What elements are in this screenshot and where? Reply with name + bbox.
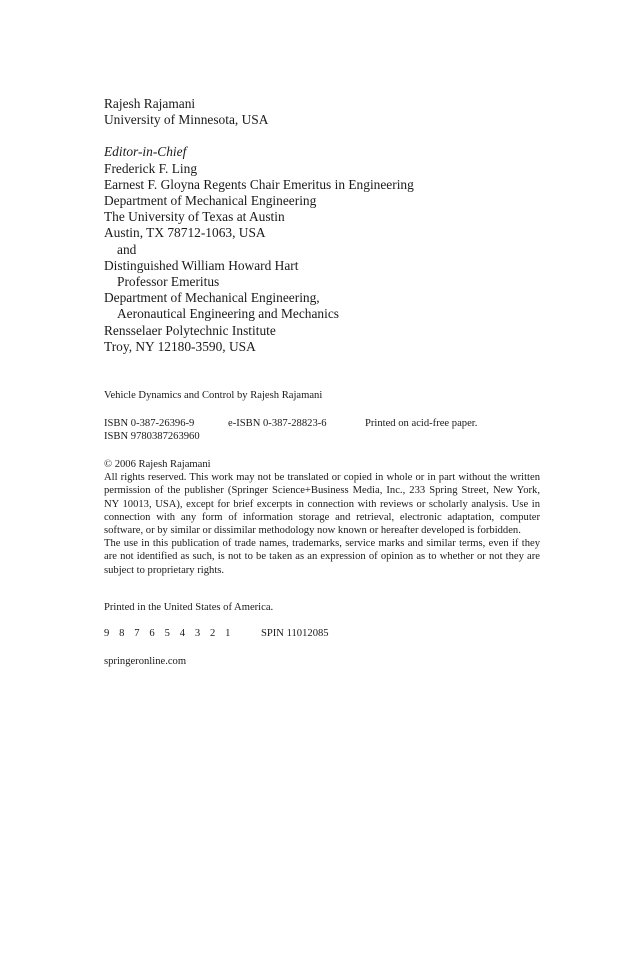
editor-line: Department of Mechanical Engineering, [104, 290, 320, 306]
isbn-block [104, 417, 540, 443]
publisher-website: springeronline.com [104, 656, 187, 667]
copyright-block [104, 458, 540, 577]
e-isbn: e-ISBN 0-387-28823-6 [228, 418, 327, 429]
editor-heading: Editor-in-Chief [104, 144, 187, 160]
author-affiliation: University of Minnesota, USA [104, 112, 269, 128]
printed-in: Printed in the United States of America. [104, 602, 274, 613]
editor-line: Earnest F. Gloyna Regents Chair Emeritus in Engineering [104, 176, 414, 192]
isbn-13: ISBN 9780387263960 [104, 431, 200, 443]
author-name: Rajesh Rajamani [104, 96, 196, 111]
editor-line: Frederick F. Ling [104, 160, 198, 176]
editor-line: The University of Texas at Austin [104, 209, 285, 225]
editor-line: Troy, NY 12180-3590, USA [104, 338, 256, 354]
editor-line: Distinguished William Howard Hart [104, 257, 299, 273]
editor-line: Rensselaer Polytechnic Institute [104, 322, 276, 338]
book-title-line: Vehicle Dynamics and Control by Rajesh Rajamani [104, 390, 323, 401]
editor-line: Aeronautical Engineering and Mechanics [117, 306, 339, 322]
rights-statement: All rights reserved. This work may not be translated or copied in whole or in part without the written permission of the publisher (Springer Science+Business Media, Inc., 233 Spring Street, New York, NY 10013, USA), except for brief excerpts in connection with reviews or scholarly analysis. Use in connection with any form of information storage and retrieval, electronic adaptation, computer software, or by similar or dissimilar methodology now known or hereafter developed is forbidden. [104, 472, 540, 537]
editor-line: Professor Emeritus [117, 274, 220, 290]
editor-line: Austin, TX 78712-1063, USA [104, 225, 266, 241]
author-editor-block [104, 96, 414, 355]
trademark-statement: The use in this publication of trade names, trademarks, service marks and similar terms, even if they are not identified as such, is not to be taken as an expression of opinion as to whether or not they are subject to proprietary rights. [104, 538, 540, 576]
paper-note: Printed on acid-free paper. [365, 418, 478, 429]
spin-number: SPIN 11012085 [261, 628, 329, 639]
isbn-10: ISBN 0-387-26396-9 [104, 418, 195, 429]
print-run-numbers: 9 8 7 6 5 4 3 2 1 [104, 628, 235, 639]
editor-line: Department of Mechanical Engineering [104, 193, 317, 209]
print-run-line [104, 627, 329, 640]
copyright-notice: © 2006 Rajesh Rajamani [104, 459, 211, 470]
editor-line: and [117, 241, 137, 257]
